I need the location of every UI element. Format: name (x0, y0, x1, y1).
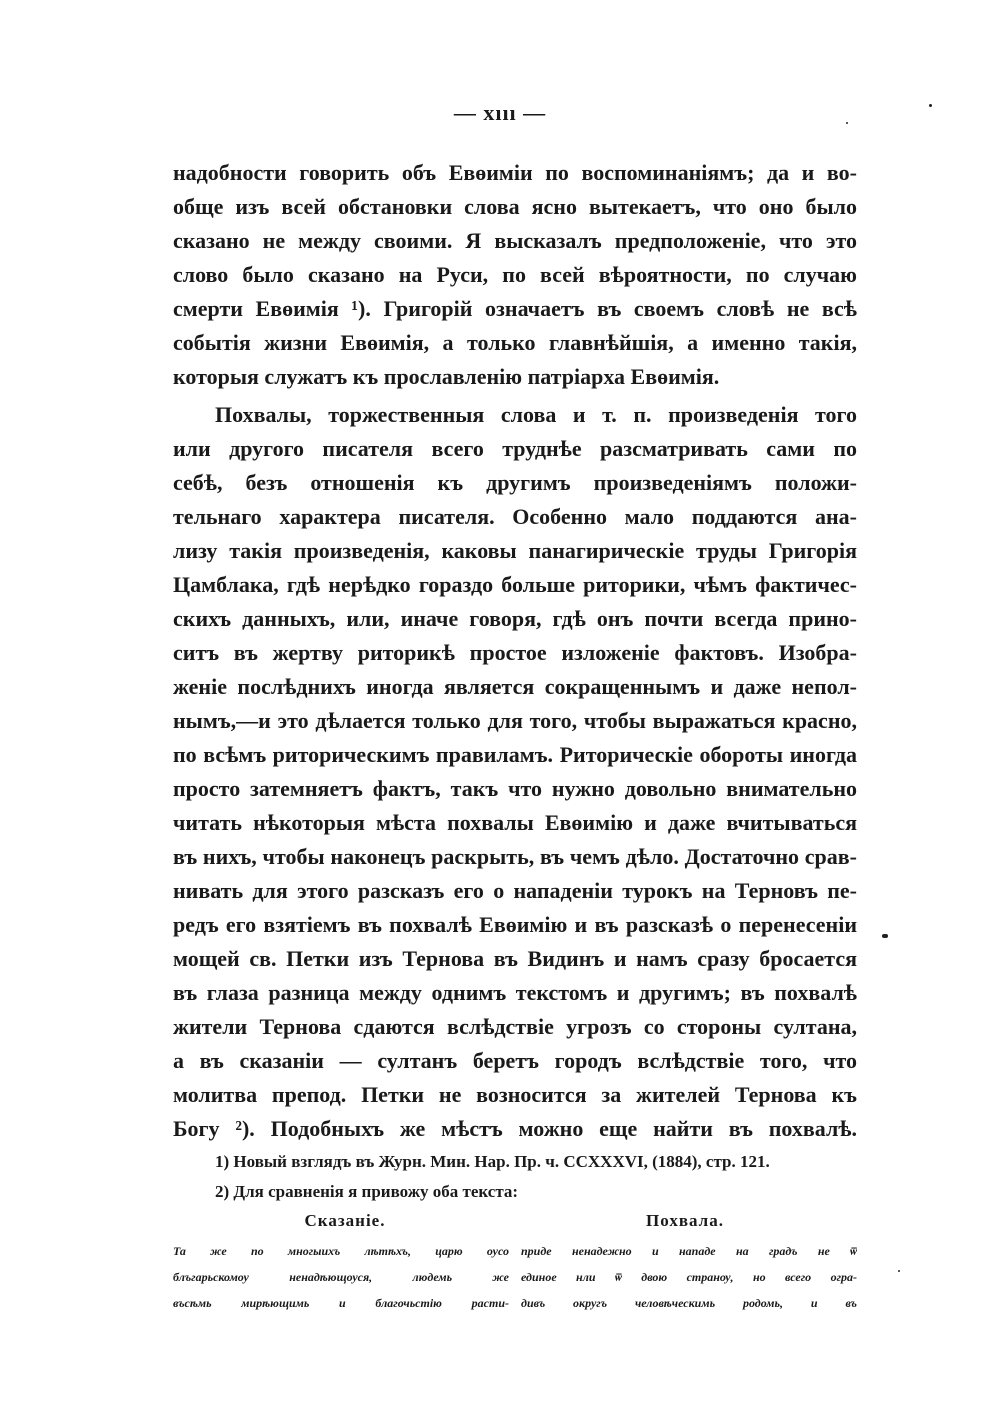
text-line: читать нѣкоторыя мѣста похвалы Евөимію и даже вчитываться (173, 810, 857, 835)
scan-speck (846, 122, 848, 124)
column-line-left: блъгарьскомоу ненадѣющоуся, людемь же (173, 1270, 509, 1284)
text-line: тельнаго характера писателя. Особенно мало поддаются ана- (173, 504, 857, 529)
text-line: а въ сказаніи — султанъ беретъ городъ вслѣдствіе того, что (173, 1048, 857, 1073)
text-line: нивать для этого разсказъ его о нападеніи турокъ на Терновъ пе- (173, 878, 857, 903)
text-line: обще изъ всей обстановки слова ясно вытекаетъ, что оно было (173, 194, 857, 219)
column-title-left: Сказаніе. (304, 1211, 386, 1230)
text-line: редъ его взятіемъ въ похвалѣ Евөимію и въ разсказѣ о перенесеніи (173, 912, 857, 937)
text-line: Похвалы, торжественныя слова и т. п. произведенія того (215, 402, 857, 427)
text-line: надобности говорить объ Евөиміи по воспоминаніямъ; да и во- (173, 160, 857, 185)
text-line: лизу такія произведенія, каковы панагирическіе труды Григорія (173, 538, 857, 563)
column-line-left: въсѣмь мирѣющимь и благочьстію расти- (173, 1296, 509, 1310)
text-line: нымъ,—и это дѣлается только для того, чтобы выражаться красно, (173, 708, 857, 733)
text-line: Богу ²). Подобныхъ же мѣстъ можно еще найти въ похвалѣ. (173, 1116, 857, 1141)
footnote: 2) Для сравненія я привожу оба текста: (215, 1182, 519, 1201)
scan-speck (882, 934, 888, 938)
footnote: 1) Новый взглядъ въ Журн. Мин. Нар. Пр. ч. CCXXXVI, (1884), стр. 121. (215, 1152, 770, 1171)
text-line: событія жизни Евөимія, а только главнѣйшія, а именно такія, (173, 330, 857, 355)
text-line: которыя служатъ къ прославленію патріарха Евөимія. (173, 364, 720, 389)
scan-speck (898, 1270, 900, 1272)
text-line: просто затемняетъ фактъ, такъ что нужно довольно внимательно (173, 776, 857, 801)
text-line: молитва препод. Петки не возносится за жителей Тернова къ (173, 1082, 857, 1107)
page-number: — xııı — (453, 100, 547, 125)
text-line: мощей св. Петки изъ Тернова въ Видинъ и намъ сразу бросается (173, 946, 857, 971)
text-line: себѣ, безъ отношенія къ другимъ произведеніямъ положи- (173, 470, 857, 495)
column-title-right: Похвала. (646, 1211, 724, 1230)
text-line: сказано не между своими. Я высказалъ предположеніе, что это (173, 228, 857, 253)
text-line: по всѣмъ риторическимъ правиламъ. Риторическіе обороты иногда (173, 742, 857, 767)
column-line-left: Та же по многыихъ лѣтѣхъ, царю оусо (173, 1244, 509, 1258)
scan-speck (929, 104, 932, 107)
column-line-right: приде ненадежно и нападе на градъ не ѿ (521, 1244, 857, 1258)
text-line: жители Тернова сдаются вслѣдствіе угрозъ со стороны султана, (173, 1014, 857, 1039)
text-line: или другого писателя всего труднѣе разсматривать сами по (173, 436, 857, 461)
column-line-right: дивъ округъ человѣческимь родомь, и въ (521, 1296, 857, 1310)
text-line: скихъ данныхъ, или, иначе говоря, гдѣ онъ почти всегда прино- (173, 606, 857, 631)
text-line: женіе послѣднихъ иногда является сокращеннымъ и даже непол- (173, 674, 857, 699)
text-line: слово было сказано на Руси, по всей вѣроятности, по случаю (173, 262, 857, 287)
text-line: ситъ въ жертву риторикѣ простое изложеніе фактовъ. Изобра- (173, 640, 857, 665)
column-line-right: единое нли ѿ двою странѹ, но всего огра- (521, 1270, 857, 1284)
text-line: въ нихъ, чтобы наконецъ раскрыть, въ чемъ дѣло. Достаточно срав- (173, 844, 857, 869)
text-line: Цамблака, гдѣ нерѣдко гораздо больше риторики, чѣмъ фактичес- (173, 572, 857, 597)
text-line: смерти Евөимія ¹). Григорій означаетъ въ своемъ словѣ не всѣ (173, 296, 857, 321)
text-line: въ глаза разница между однимъ текстомъ и другимъ; въ похвалѣ (173, 980, 857, 1005)
